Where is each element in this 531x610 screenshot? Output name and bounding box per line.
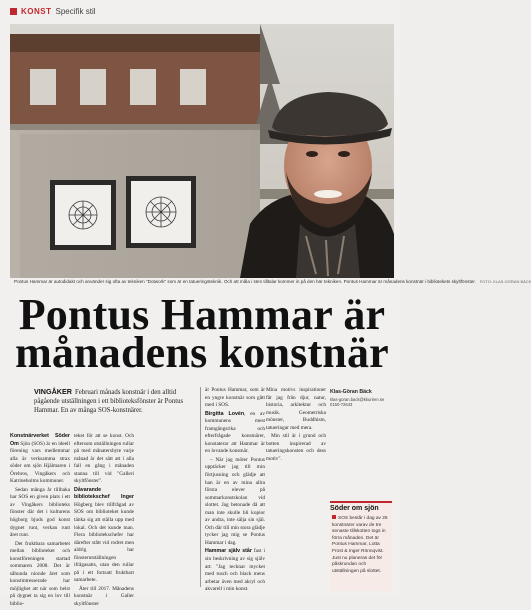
paragraph: Mina motivs inspirationer får jag från djur, natur, historia, arkitektur och musik. Geometriska mönster, Buddhism, tatueringar med mera. bbox=[266, 387, 326, 431]
paragraph: är Pontus Hammar, som är en yngre konstnär som gått med i SOS. bbox=[205, 387, 265, 409]
paragraph: teket för att se konst. Och eftersom utställningen rullar på med månatersbyte varje månad är det sätt att i alla fall en gång i månaden stanna till vid "Galleri skyltfönster". bbox=[74, 433, 135, 485]
section-kicker: KONST bbox=[21, 6, 52, 16]
body-column-4 bbox=[205, 387, 265, 595]
paragraph bbox=[205, 548, 265, 593]
paragraph: Det fruktbara samarbetet mellan biblioteket och konstföreningen startad sommaren 2008. Det är såhunda nionde året som konstintresserade har möjlighet att när som helst på dygnet ta sig en lov till biblio- bbox=[10, 540, 70, 608]
factbox bbox=[330, 501, 392, 591]
section-marker bbox=[10, 8, 17, 15]
paragraph-lead: Konstnärverket Söder Om bbox=[10, 433, 70, 447]
paragraph-lead: Dåvarande bibliotekschef Inger bbox=[74, 486, 134, 501]
paragraph bbox=[10, 433, 70, 486]
factbox-title: Söder om sjön bbox=[330, 501, 392, 513]
article-photo bbox=[10, 24, 394, 278]
paragraph-lead: Birgitta Lovén bbox=[205, 410, 245, 417]
photo-credit: FOTO: KLAS-GÖRAN BÄCK bbox=[479, 279, 531, 284]
factbox-text bbox=[330, 513, 392, 575]
factbox-body: SOS består i dag av 26 konstnärer varav de tre senaste tillskotten togs in förra månaden. Det är Pontus Hammar, Lotta Frost & Inger Rönnqvist. Just nu planeras det för påskrundan och utställningen på slottet. bbox=[332, 516, 388, 574]
section-header bbox=[10, 4, 96, 18]
photo-caption bbox=[14, 279, 531, 285]
body-column-1 bbox=[10, 433, 70, 610]
photo-illustration bbox=[10, 24, 394, 278]
byline-phone: 0150-72643 bbox=[330, 401, 353, 407]
lead-text: Februari månads konstnär i den alltid pågående utställningen i ett biblioteksfönster är Pontus Hammar. En av många SOS-konstnärer. bbox=[34, 389, 184, 414]
section-subtitle: Specifik stil bbox=[55, 6, 96, 16]
byline-name: Klas-Göran Bäck bbox=[330, 389, 372, 395]
paragraph-lead: Hammar själv står bbox=[205, 548, 252, 555]
headline-line-1: Pontus Hammar är bbox=[18, 290, 386, 339]
headline-line-2: månadens konstnär bbox=[15, 328, 389, 377]
factbox-bullet-icon bbox=[332, 515, 336, 519]
body-column-6 bbox=[330, 387, 392, 407]
body-column-2 bbox=[74, 433, 134, 610]
paragraph: – När jag möter Pontus upptäcker jag till min förtjusning och glädje att han är en av mina allra första elever på sommarkonstskolan vid slottet. Jag betonade då att man inte skulle bli kopior av andra, inte sälja sin själ. Och där till min stora glädje tycker jag mig se Pontus Hammar i dag. bbox=[205, 456, 265, 546]
dateline: VINGÅKER bbox=[34, 387, 72, 396]
paragraph: Sedan många år tillbaka har SOS en given plats i ett av Vingåkers biblioteks fönster där det i kulturens högborg bjuds god konst dygnet runt, verkan runt året runt. bbox=[10, 486, 70, 539]
byline-email: klas-goran.back@kkuriren.se bbox=[330, 396, 385, 402]
paragraph: Åter till 2017. Månadens konstnär i Galler skyltfönster bbox=[74, 585, 134, 608]
caption-text: Pontus Hammar är autodidakt och använder sig ofta av tekniken "Dotwork" som är en tatueringsteknik. Och att måla i sten tilltalar kommer in på den här tekniken. Pontus Hammar är månadens konstnär i bibliotekets skyltfönster. bbox=[14, 279, 476, 284]
body-column-5 bbox=[266, 387, 326, 464]
paragraph bbox=[205, 411, 265, 456]
paragraph-text: Högberg blev tillfrågad av SOS om biblioteket kunde tänka sig att ställa upp med lokal. Och det kunde man. Flera bibliotekschefer har därefter stått vid rodret men aldrig har fönsterutställningen ifrågasatts, utan den rullar på i ett fortsatt fruktbart samarbete. bbox=[74, 501, 134, 584]
article-lead bbox=[34, 387, 194, 415]
paragraph-text: fast i sin beskrivning av sig själv att: "Jag tecknar mycket med tusch och black mens arbetar även med akryl och akvarell i min konst. bbox=[205, 548, 265, 593]
paragraph bbox=[74, 487, 134, 585]
paragraph-text: Sjön (SOS) är en ideell förening vars medlemmar alla är verksamma strax söder om sjön Hjälmaren i Örebros, Vingåkers och Katrineholms kommuner. bbox=[10, 440, 70, 485]
paragraph: Min stil är i grund och botten inspirerad av tatueringskonsten och dess motiv". bbox=[266, 433, 326, 462]
paragraph-text: , en av kommunens mest framgångsrika och efterfrågade konstnärer, konstaterar att Hammar är en lovande konstnär. bbox=[205, 410, 265, 455]
column-rule bbox=[200, 387, 201, 587]
article-headline bbox=[10, 290, 394, 377]
